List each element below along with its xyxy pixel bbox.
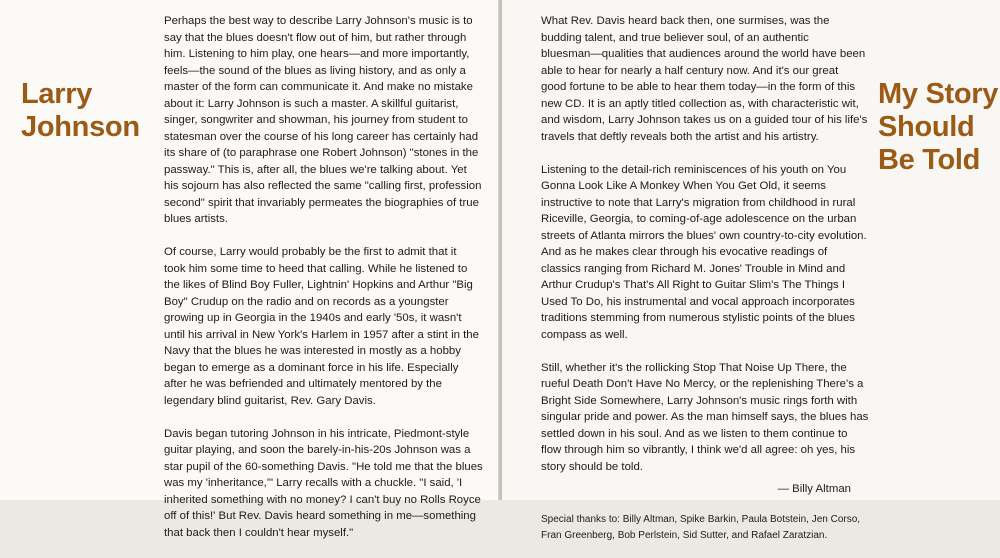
paragraph xyxy=(541,13,868,145)
left-column xyxy=(164,13,488,558)
text-line: star pupil of the 60-something Davis. "He told me that the blues xyxy=(164,460,483,473)
text-line: travels that deftly reveals both the artist and his artistry. xyxy=(541,130,819,143)
text-line: budding talent, and true believer soul, of an authentic xyxy=(541,31,809,44)
text-line: Boy" Crudup on the radio and on records as a youngster xyxy=(164,295,449,308)
text-line: instructive to note that Larry's migration from childhood in rural xyxy=(541,196,856,209)
text-line: Perhaps the best way to describe Larry Johnson's music is to xyxy=(164,15,473,27)
text-line: off of this!' But Rev. Davis heard something in me—something xyxy=(164,510,476,522)
text-line: the likes of Blind Boy Fuller, Lightnin' Hopkins and Arthur "Big xyxy=(164,279,473,291)
paragraph xyxy=(541,360,869,476)
text-line: traditions stemming from numerous stylistic points of the blues xyxy=(541,312,856,324)
right-title-line: My Story xyxy=(878,78,999,110)
text-line: him. Listening to him play, one hears—and more importantly, xyxy=(164,48,470,60)
text-line: Riceville, Georgia, to coming-of-age adolescence on the urban xyxy=(541,213,857,225)
text-line: growing up in Georgia in the 1940s and early '50s, it wasn't xyxy=(164,312,462,324)
right-title xyxy=(878,78,998,177)
text-line: that back then I couldn't hear myself." xyxy=(164,526,354,539)
text-line: Listening to the detail-rich reminiscences of his youth on You xyxy=(541,163,847,176)
text-line: settled down in his soul. And as we listen to them continue to xyxy=(541,427,848,440)
text-line: streets of Atlanta mirrors the blues' own country-to-city evolution. xyxy=(541,229,867,242)
right-title-line: Should xyxy=(878,111,975,143)
right-title-line: Be Told xyxy=(878,144,981,176)
text-line: until his arrival in New York's Harlem in 1957 after a stint in the xyxy=(164,328,479,341)
text-line: began to emerge as a dominant force in his life. Especially xyxy=(164,361,459,374)
right-column xyxy=(541,13,869,544)
left-title xyxy=(21,78,140,144)
paragraph xyxy=(164,244,488,409)
text-line: feels—the sound of the blues as living history, and as only a xyxy=(164,64,466,77)
text-line: passway." This is, after all, the blues we're talking about. Yet xyxy=(164,163,467,176)
text-line: second" spirit that invariably permeates the biographies of true xyxy=(164,196,479,209)
text-line: took him some time to heed that calling. While he listened to xyxy=(164,262,468,275)
paragraph xyxy=(164,13,488,228)
text-line: story should be told. xyxy=(541,460,643,473)
text-line: Navy that the blues he was interested in mostly as a hobby xyxy=(164,345,461,357)
text-line: its share of (to paraphrase one Robert Johnson) "stones in the xyxy=(164,147,479,159)
text-line: What Rev. Davis heard back then, one surmises, was the xyxy=(541,15,830,27)
text-line: Arthur Crudup's That's All Right to Guitar Slim's The Things I xyxy=(541,279,846,291)
text-line: rueful Death Don't Have No Mercy, or the replenishing There's a xyxy=(541,378,864,390)
text-line: Gonna Look Like A Monkey When You Get Old, it seems xyxy=(541,180,826,192)
text-line: singer, songwriter and showman, his journey from student to xyxy=(164,114,468,126)
author-signature: — Billy Altman xyxy=(777,483,851,495)
paragraph xyxy=(541,162,867,344)
text-line: able to hear for nearly a half century now. And it's our great xyxy=(541,64,839,77)
text-line: statesman over the course of his long career has certainly had xyxy=(164,130,479,143)
text-line: after he was befriended and ultimately mentored by the xyxy=(164,378,442,390)
text-line: classics ranging from Richard M. Jones' Trouble in Mind and xyxy=(541,262,846,275)
text-line: Of course, Larry would probably be the first to admit that it xyxy=(164,246,457,258)
text-line: say that the blues doesn't flow out of him, but rather through xyxy=(164,31,467,44)
text-line: Davis began tutoring Johnson in his intricate, Piedmont-style xyxy=(164,427,470,440)
thanks-line: Fran Greenberg, Bob Perlstein, Sid Sutter, and Rafael Zaratzian. xyxy=(541,529,828,541)
text-line: and wisdom, Larry Johnson takes us on a guided tour of his life's xyxy=(541,114,868,126)
text-line: singular pride and power. As the man himself says, the blues has xyxy=(541,411,869,423)
text-line: bluesman—qualities that audiences around the world have been xyxy=(541,48,866,60)
text-line: was my 'inheritance,'" Larry recalls with a chuckle. "I said, 'I xyxy=(164,477,463,489)
text-line: Bright Side Somewhere, Larry Johnson's music rings forth with xyxy=(541,394,858,407)
text-line: compass as well. xyxy=(541,328,628,341)
left-page xyxy=(0,0,500,539)
text-line: blues artists. xyxy=(164,213,228,225)
text-line: flow through him so vibrantly, I think we'd all agree: oh yes, his xyxy=(541,444,856,456)
text-line: his sojourn has also reflected the same "calling first, profession xyxy=(164,180,482,192)
paragraph xyxy=(164,426,488,542)
text-line: about it: Larry Johnson is such a master. A skillful guitarist, xyxy=(164,97,459,110)
text-line: guitar playing, and soon the barely-in-his-20s Johnson was a xyxy=(164,444,471,456)
special-thanks xyxy=(541,512,861,544)
text-line: new CD. It is an aptly titled collection as, with characteristic wit, xyxy=(541,97,859,110)
left-title-line: Larry xyxy=(21,78,93,110)
text-line: And as he makes clear through his evocative readings of xyxy=(541,246,828,258)
left-title-line: Johnson xyxy=(21,111,140,143)
text-line: Used To Do, his instrumental and vocal approach incorporates xyxy=(541,295,855,308)
text-line: master of the form can communicate it. And make no mistake xyxy=(164,81,473,93)
text-line: Still, whether it's the rollicking Stop That Noise Up There, the xyxy=(541,361,847,374)
text-line: legendary blind guitarist, Rev. Gary Davis. xyxy=(164,394,376,407)
thanks-line: Special thanks to: Billy Altman, Spike Barkin, Paula Botstein, Jen Corso, xyxy=(541,513,861,525)
text-line: inherited something with no money? I can't buy no Rolls Royce xyxy=(164,493,481,506)
text-line: good fortune to be able to hear them today—in the form of this xyxy=(541,81,856,93)
